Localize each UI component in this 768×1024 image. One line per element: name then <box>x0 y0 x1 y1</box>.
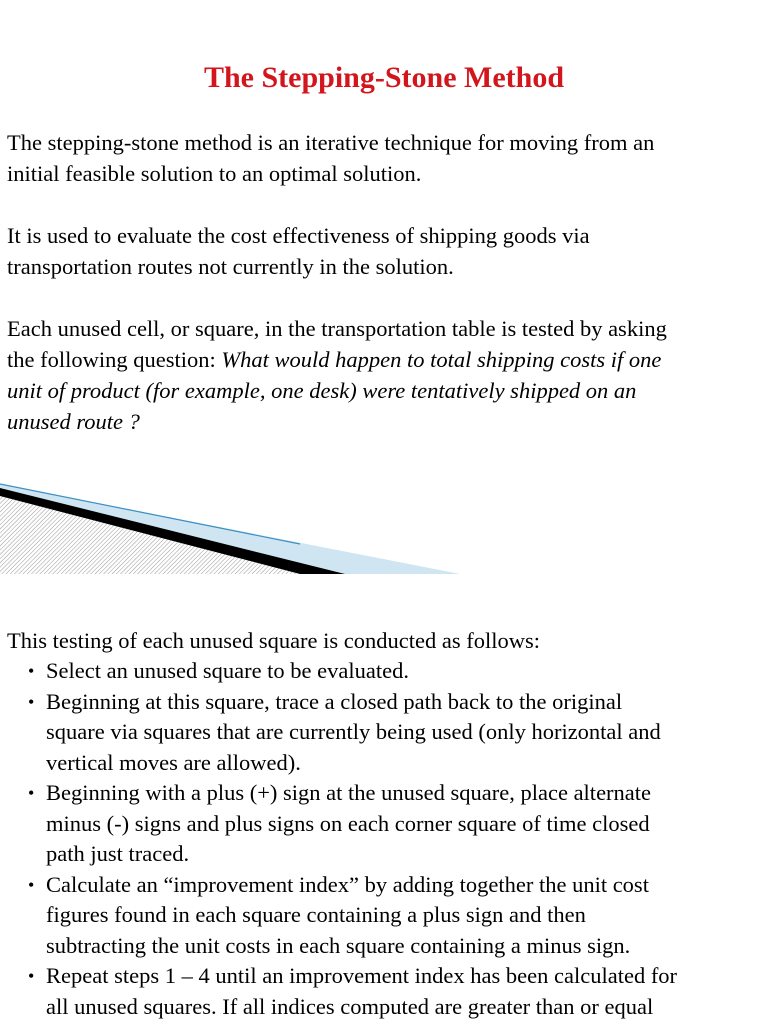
list-item-line: path just traced. <box>46 841 190 866</box>
bullet-icon: • <box>28 874 35 895</box>
list-item-line: Beginning at this square, trace a closed path back to the original <box>46 688 623 714</box>
list-item <box>0 778 768 870</box>
paragraph-line: It is used to evaluate the cost effectiveness of shipping goods via <box>7 223 590 248</box>
bullet-icon: • <box>28 661 35 681</box>
paragraph-purpose <box>7 220 765 282</box>
list-item-line: subtracting the unit costs in each square containing a minus sign. <box>46 932 631 958</box>
list-item-line: vertical moves are allowed). <box>46 749 301 775</box>
list-item <box>0 656 768 687</box>
list-item-line: minus (-) signs and plus signs on each corner square of time closed <box>46 810 650 836</box>
question-italic-text: What would happen to total shipping costs if one <box>221 347 662 372</box>
paragraph-line: The stepping-stone method is an iterative technique for moving from an <box>7 130 655 155</box>
list-item <box>0 687 768 779</box>
paragraph-definition <box>7 127 765 189</box>
list-item <box>0 961 768 1022</box>
list-item <box>0 870 768 962</box>
steps-list <box>0 656 768 1022</box>
list-item-line: square via squares that are currently being used (only horizontal and <box>46 719 661 744</box>
list-item-line: all unused squares. If all indices computed are greater than or equal <box>46 993 654 1019</box>
question-italic-text: unit of product (for example, one desk) were tentatively shipped on an <box>7 378 637 403</box>
list-item-line: figures found in each square containing a plus sign and then <box>46 902 586 927</box>
paragraph-line: initial feasible solution to an optimal solution. <box>7 161 422 186</box>
list-item-line: Beginning with a plus (+) sign at the unused square, place alternate <box>46 780 652 805</box>
paragraph-line: transportation routes not currently in the solution. <box>7 254 454 279</box>
question-lead-text: the following question: <box>7 347 222 372</box>
paragraph-line <box>7 344 765 375</box>
list-intro: This testing of each unused square is conducted as follows: <box>7 628 541 653</box>
question-italic-text: unused route ? <box>7 409 140 434</box>
bullet-icon: • <box>28 966 35 986</box>
bullet-icon: • <box>28 691 35 712</box>
bullet-icon: • <box>28 783 35 803</box>
paragraph-line <box>7 406 765 437</box>
paragraph-line: Each unused cell, or square, in the transportation table is tested by asking <box>7 316 667 341</box>
paragraph-question <box>7 313 765 437</box>
list-item-line: Calculate an “improvement index” by adding together the unit cost <box>46 871 649 897</box>
list-item-line: Repeat steps 1 – 4 until an improvement index has been calculated for <box>46 963 678 988</box>
slide-divider-graphic <box>0 482 460 578</box>
paragraph-line <box>7 375 765 406</box>
slide-title: The Stepping-Stone Method <box>203 61 565 94</box>
list-item-line: Select an unused square to be evaluated. <box>46 658 409 683</box>
